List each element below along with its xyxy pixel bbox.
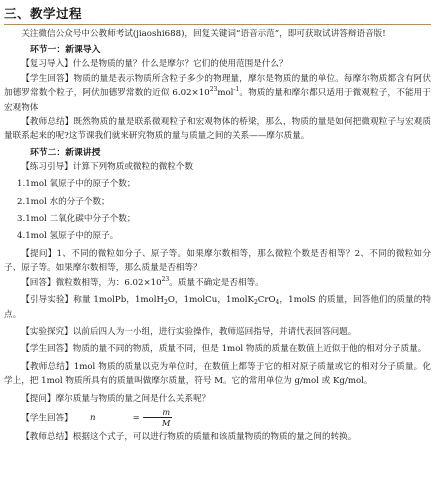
experiment-text-b: O，1molCu，1molK bbox=[167, 295, 254, 306]
answer2-exponent: 23 bbox=[161, 275, 170, 283]
section-title: 三、教学过程 bbox=[4, 2, 431, 25]
student-answer-1 bbox=[4, 72, 431, 115]
molar-formula bbox=[73, 406, 173, 430]
answer2-text-a: 【回答】微粒数相等，为：6.02×10 bbox=[21, 277, 162, 288]
formula-lhs: n bbox=[89, 412, 96, 423]
student-answer-formula bbox=[4, 406, 431, 431]
answer2-text-b: 。质量不确定是否相等。 bbox=[169, 277, 264, 288]
formula-prefix: 【学生回答】 bbox=[21, 413, 73, 424]
experiment-explore: 【实验探究】以前后四人为一小组，进行实验操作，教师巡回指导，并请代表回答问题。 bbox=[21, 326, 357, 337]
formula-fraction bbox=[143, 407, 173, 428]
answer1-unit-exponent: -1 bbox=[233, 86, 240, 94]
answer1-text-a: 【学生回答】物质的量是表示物质所含粒子多少的物理量，摩尔是物质的量的单位。每摩尔物质都含有阿伏加德罗常数个粒子，阿伏加德罗常数的近似 6.02×10 bbox=[4, 73, 431, 99]
question-1: 【提问】1、不同的微粒如分子、原子等。如果摩尔数相等，那么微粒个数是否相等？2、不同的微粒如分子、原子等。如果摩尔数相等，那么质量是否相等？ bbox=[4, 248, 431, 274]
review-prompt: 【复习导入】什么是物质的量？什么是摩尔？它们的使用范围是什么？ bbox=[21, 59, 288, 70]
answer1-text-c: 。物质的量和摩尔都只适用于微观粒子，不能用于宏观物体 bbox=[4, 88, 431, 113]
experiment-sub-1: 2 bbox=[163, 299, 168, 307]
experiment-text-a: 【引导实验】称量 1molPb，1molH bbox=[21, 295, 164, 306]
teacher-summary-2: 【教师总结】1mol 物质的质量以克为单位时，在数值上都等于它的相对原子质量或它的相对分子质量。化学上，把 1mol 物质所具有的质量叫做摩尔质量，符号 M。它的常用单位为 g/mol 或 Kg/mol。 bbox=[4, 361, 431, 387]
teacher-summary-1: 【教师总结】既然物质的量是联系微观粒子和宏观物体的桥梁，那么，物质的量是如何把微观粒子与宏观质量联系起来的呢?这节课我们就来研究物质的量与质量之间的关系——摩尔质量。 bbox=[4, 117, 431, 142]
formula-denominator: M bbox=[162, 418, 171, 429]
practice-item-3: 3.1mol 二氧化碳中分子个数； bbox=[17, 214, 136, 225]
practice-item-1: 1.1mol 氧原子中的原子个数； bbox=[17, 179, 136, 190]
wechat-notice: 关注微信公众号中公教师考试(jiaoshi688)，回复关键词“语音示范”，即可获取试讲答辩语音版! bbox=[21, 29, 386, 39]
answer-2 bbox=[4, 276, 431, 290]
experiment-text-d: ，1molS 的质量，回答他们的质量的特点。 bbox=[4, 295, 431, 320]
teacher-summary-3: 【教师总结】根据这个式子，可以进行物质的质量和该质量物质的物质的量之间的转换。 bbox=[21, 432, 357, 443]
formula-equals: = bbox=[132, 412, 140, 423]
practice-prompt: 【练习引导】计算下列物质或微粒的微粒个数 bbox=[21, 161, 194, 172]
answer1-exponent: 23 bbox=[209, 86, 218, 94]
practice-item-2: 2.1mol 水的分子个数； bbox=[17, 196, 110, 207]
guided-experiment bbox=[4, 293, 431, 322]
student-answer-2: 【学生回答】物质的量不同的物质，质量不同，但是 1mol 物质的质量在数值上近似于他的相对分子质量。 bbox=[21, 344, 427, 355]
formula-numerator: m bbox=[143, 407, 172, 418]
experiment-sub-2: 2 bbox=[253, 299, 258, 307]
answer1-unit: mol bbox=[217, 88, 234, 99]
practice-item-4: 4.1mol 氢原子中的原子。 bbox=[17, 231, 119, 242]
question-2: 【提问】摩尔质量与物质的量之间是什么关系呢？ bbox=[21, 393, 211, 404]
experiment-sub-3: 4 bbox=[275, 299, 280, 307]
step1-heading: 环节一：新课导入 bbox=[30, 45, 101, 56]
step2-heading: 环节二：新课讲授 bbox=[30, 147, 101, 158]
experiment-text-c: CrO bbox=[257, 295, 276, 306]
